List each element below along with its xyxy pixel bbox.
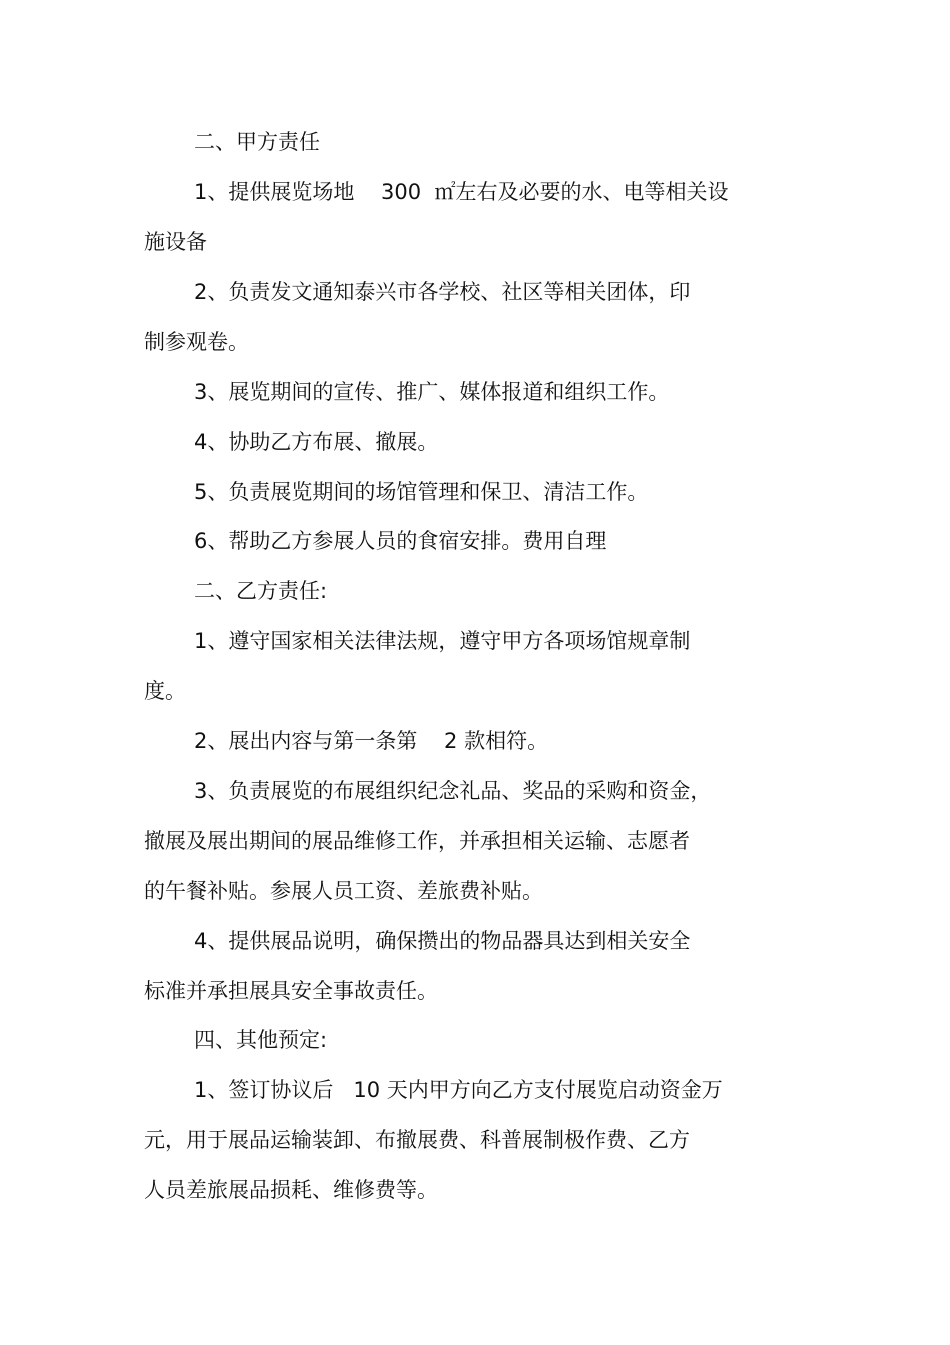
- paragraph-line: 4、提供展品说明，确保攒出的物品器具达到相关安全: [194, 929, 691, 953]
- paragraph-line: 1、提供展览场地 300 ㎡左右及必要的水、电等相关设: [194, 180, 729, 204]
- paragraph-line: 6、帮助乙方参展人员的食宿安排。费用自理: [194, 529, 607, 553]
- paragraph-line: 人员差旅展品损耗、维修费等。: [144, 1178, 438, 1202]
- paragraph-line: 的午餐补贴。参展人员工资、差旅费补贴。: [144, 879, 543, 903]
- paragraph-line: 撤展及展出期间的展品维修工作，并承担相关运输、志愿者: [144, 829, 690, 853]
- paragraph-line: 1、签订协议后 10 天内甲方向乙方支付展览启动资金万: [194, 1078, 723, 1102]
- paragraph-line: 标准并承担展具安全事故责任。: [144, 979, 438, 1003]
- section-heading-party-a: 二、甲方责任: [194, 130, 320, 154]
- paragraph-line: 3、负责展览的布展组织纪念礼品、奖品的采购和资金，: [194, 779, 712, 803]
- paragraph-line: 5、负责展览期间的场馆管理和保卫、清洁工作。: [194, 480, 649, 504]
- section-heading-other: 四、其他预定:: [194, 1028, 328, 1052]
- paragraph-line: 2、负责发文通知泰兴市各学校、社区等相关团体，印: [194, 280, 691, 304]
- paragraph-line: 度。: [144, 679, 186, 703]
- paragraph-line: 制参观卷。: [144, 330, 249, 354]
- paragraph-line: 元，用于展品运输装卸、布撤展费、科普展制极作费、乙方: [144, 1128, 690, 1152]
- paragraph-line: 3、展览期间的宣传、推广、媒体报道和组织工作。: [194, 380, 670, 404]
- paragraph-line: 4、协助乙方布展、撤展。: [194, 430, 439, 454]
- paragraph-line: 1、遵守国家相关法律法规，遵守甲方各项场馆规章制: [194, 629, 691, 653]
- paragraph-line: 2、展出内容与第一条第 2 款相符。: [194, 729, 549, 753]
- section-heading-party-b: 二、乙方责任:: [194, 579, 328, 603]
- paragraph-line: 施设备: [144, 230, 207, 254]
